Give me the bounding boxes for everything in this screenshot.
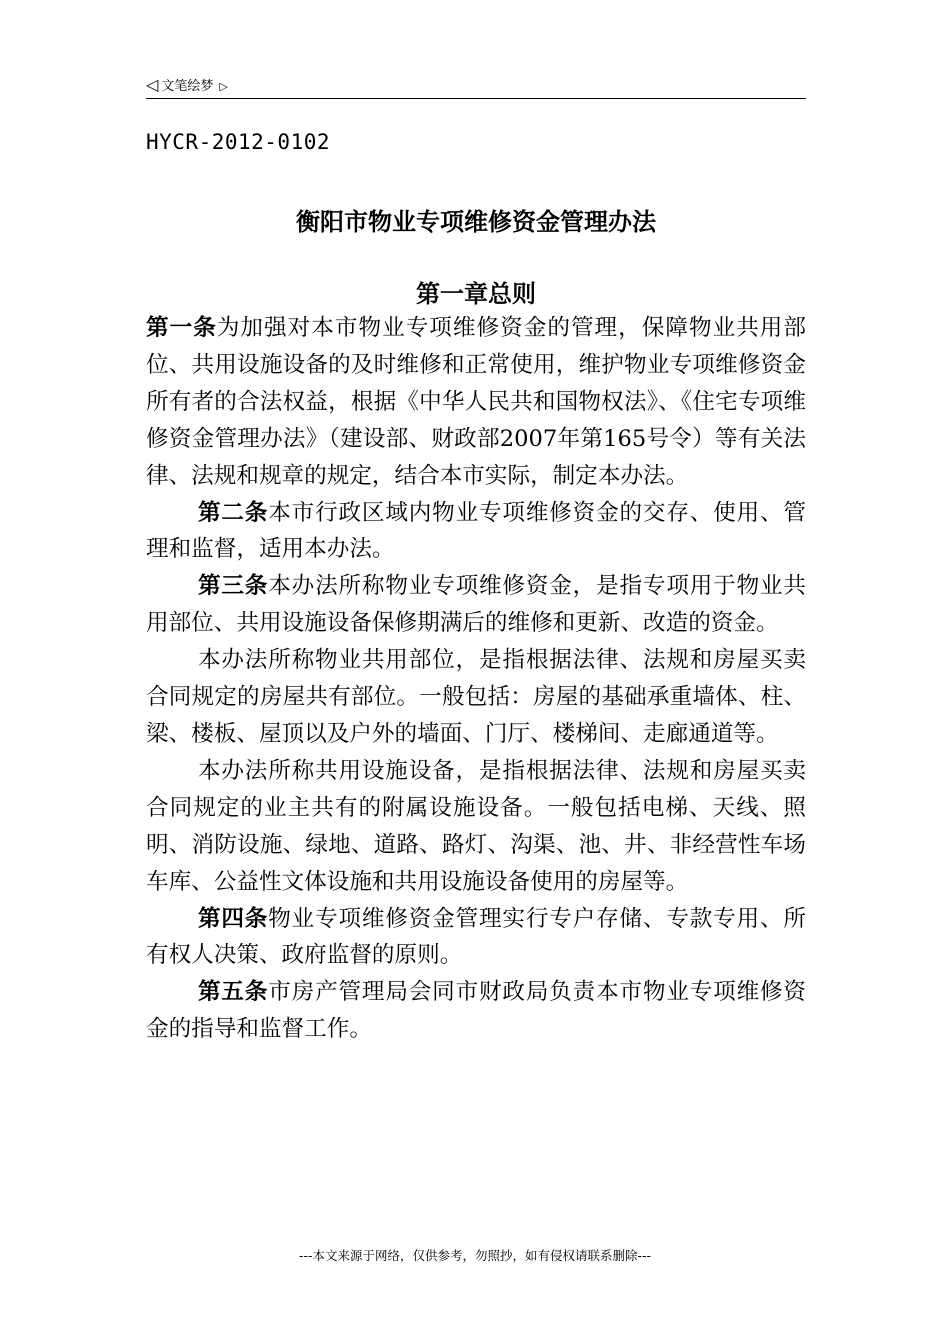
paragraph-text: 本办法所称物业专项维修资金，是指专项用于物业共用部位、共用设施设备保修期满后的维修和更新、改造的资金。 — [146, 573, 807, 637]
paragraph-article-3 — [146, 568, 806, 642]
page-footer: ---本文来源于网络，仅供参考，勿照抄，如有侵权请联系删除--- — [298, 1248, 652, 1263]
header-brand: 文笔绘梦 — [161, 79, 214, 94]
document-id: HYCR-2012-0102 — [146, 130, 331, 154]
paragraph-shared-facilities — [146, 753, 806, 901]
triangle-right-icon: ▷ — [219, 80, 228, 93]
article-label: 第三条 — [197, 573, 269, 600]
article-label: 第四条 — [197, 905, 269, 932]
article-label: 第二条 — [197, 499, 269, 526]
paragraph-text: 本办法所称物业共用部位，是指根据法律、法规和房屋买卖合同规定的房屋共有部位。一般包括：房屋的基础承重墙体、柱、梁、楼板、屋顶以及户外的墙面、门厅、楼梯间、走廊通道等。 — [146, 647, 806, 747]
chapter-heading: 第一章总则 — [416, 280, 536, 308]
paragraph-article-1 — [146, 310, 806, 495]
article-label: 第一条 — [146, 315, 217, 341]
paragraph-article-2 — [146, 495, 806, 569]
paragraph-shared-parts — [146, 642, 806, 753]
document-body — [146, 310, 806, 1048]
page-header — [146, 74, 806, 99]
paragraph-text: 本市行政区域内物业专项维修资金的交存、使用、管理和监督，适用本办法。 — [146, 499, 807, 563]
article-label: 第五条 — [197, 979, 269, 1006]
paragraph-text: 市房产管理局会同市财政局负责本市物业专项维修资金的指导和监督工作。 — [146, 979, 807, 1043]
paragraph-text: 为加强对本市物业专项维修资金的管理，保障物业共用部位、共用设施设备的及时维修和正常使用，维护物业专项维修资金所有者的合法权益，根据《中华人民共和国物权法》、《住宅专项维修资金管理办法》（建设部、财政部2007年第165号令）等有关法律、法规和规章的规定，结合本市实际，制定本办法。 — [146, 315, 807, 489]
paragraph-text: 物业专项维修资金管理实行专户存储、专款专用、所有权人决策、政府监督的原则。 — [146, 905, 807, 969]
paragraph-text: 本办法所称共用设施设备，是指根据法律、法规和房屋买卖合同规定的业主共有的附属设施设备。一般包括电梯、天线、照明、消防设施、绿地、道路、路灯、沟渠、池、井、非经营性车场车库、公益性文体设施和共用设施设备使用的房屋等。 — [146, 757, 806, 895]
paragraph-article-5 — [146, 974, 806, 1048]
document-title: 衡阳市物业专项维修资金管理办法 — [296, 208, 656, 236]
paragraph-article-4 — [146, 901, 806, 975]
triangle-left-icon: ◁ — [146, 75, 159, 94]
